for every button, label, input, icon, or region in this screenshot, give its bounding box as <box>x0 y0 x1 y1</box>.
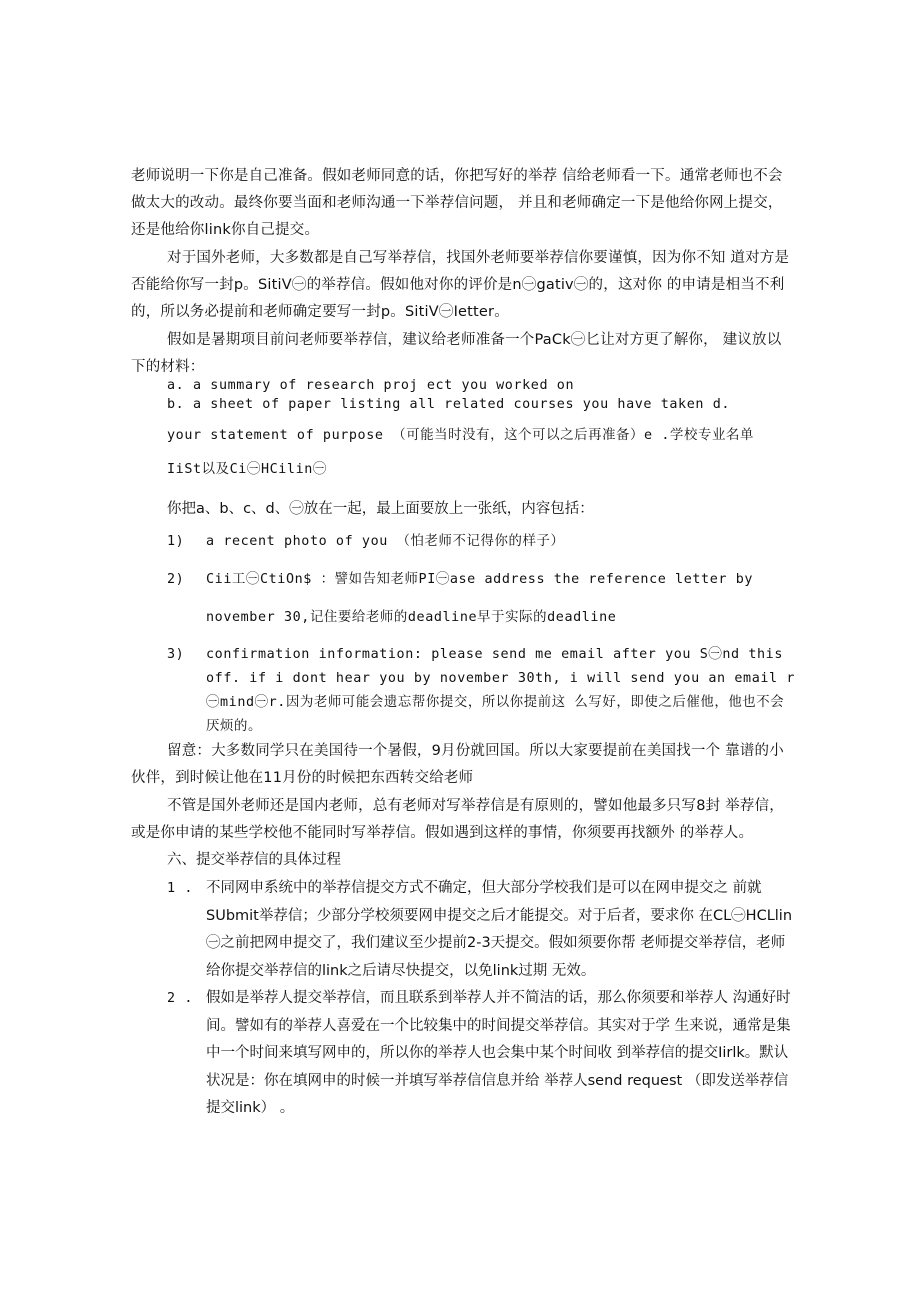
paragraph-note: 留意：大多数同学只在美国待一个暑假，9月份就回国。所以大家要提前在美国找一个 靠谱的小伙伴，到时候让他在11月份的时候把东西转交给老师 <box>131 743 784 786</box>
cover-item-2-text-continued: november 30,记住要给老师的deadline早于实际的deadline <box>206 610 617 625</box>
cover-item-3-text: confirmation information: please send me email after you S㊀nd this off. if i dont hear you by november 30th, i will send you an email r㊀mind㊀r.因为老师可能会遗忘帮你提交，所以你提前这 么写好，即使之后催他，他也不会厌烦的。 <box>206 647 796 734</box>
cover-sheet-intro: 你把a、b、c、d、㊀放在一起，最上面要放上一张纸，内容包括： <box>167 501 594 517</box>
paragraph-teacher-review: 老师说明一下你是自己准备。假如老师同意的话，你把写好的举荐 信给老师看一下。通常老师也不会做太大的改动。最终你要当面和老师沟通一下举荐信问题， 并且和老师确定一下是他给你网上提交，还是他给你link你自己提交。 <box>131 168 783 238</box>
cover-item-1-text: a recent photo of you （怕老师不记得你的样子） <box>206 534 565 549</box>
cover-item-2-number: 2) <box>167 572 185 587</box>
process-item-1-text: 不同网申系统中的举荐信提交方式不确定，但大部分学校我们是可以在网申提交之 前就SUbmit举荐信；少部分学校须要网申提交之后才能提交。对于后者，要求你 在CL㊀HCLlin㊀之前把网申提交了，我们建议至少提前2-3天提交。假如须要你帮 老师提交举荐信，老师给你提交举荐信的link之后请尽快提交，以免link过期 无效。 <box>206 880 793 979</box>
cover-item-3-number: 3) <box>167 647 185 662</box>
process-item-1-number: 1 . <box>167 881 193 896</box>
material-d: IiSt以及Ci㊀HCilin㊀ <box>167 462 327 477</box>
paragraph-summer-project: 假如是暑期项目前问老师要举荐信，建议给老师准备一个PaCk㊀匕让对方更了解你， 建议放以下的材料： <box>131 332 782 375</box>
material-b: b. a sheet of paper listing all related courses you have taken d. <box>167 397 731 412</box>
process-item-2-text: 假如是举荐人提交举荐信，而且联系到举荐人并不简洁的话，那么你须要和举荐人 沟通好时间。譬如有的举荐人喜爱在一个比较集中的时间提交举荐信。其实对于学 生来说，通常是集中一个时间来填写网申的，所以你的举荐人也会集中某个时间收 到举荐信的提交Iirlk。默认状况是：你在填网申的时候一并填写举荐信信息并给 举荐人send request （即发送举荐信提交link） 。 <box>206 990 791 1116</box>
material-a: a. a summary of research proj ect you worked on <box>167 378 575 393</box>
process-item-2-number: 2 . <box>167 991 193 1006</box>
paragraph-recommender-rules: 不管是国外老师还是国内老师，总有老师对写举荐信是有原则的，譬如他最多只写8封 举荐信，或是你申请的某些学校他不能同时写举荐信。假如遇到这样的事情，你须要再找额外 的举荐人。 <box>131 798 784 841</box>
cover-item-2-text: Cii工㊀CtiOn$ ：譬如告知老师PI㊀ase address the reference letter by <box>206 572 754 587</box>
cover-item-1-number: 1) <box>167 534 185 549</box>
material-c: your statement of purpose （可能当时没有，这个可以之后再准备）e .学校专业名单 <box>167 428 754 443</box>
paragraph-foreign-teacher: 对于国外老师，大多数都是自己写举荐信，找国外老师要举荐信你要谨慎，因为你不知 道对方是否能给你写一封p。SitiV㊀的举荐信。假如他对你的评价是n㊀gativ㊀的，这对你 的申请是相当不利的，所以务必提前和老师确定要写一封p。SitiV㊀Ietter。 <box>131 250 790 320</box>
section-heading: 六、提交举荐信的具体过程 <box>167 852 341 868</box>
